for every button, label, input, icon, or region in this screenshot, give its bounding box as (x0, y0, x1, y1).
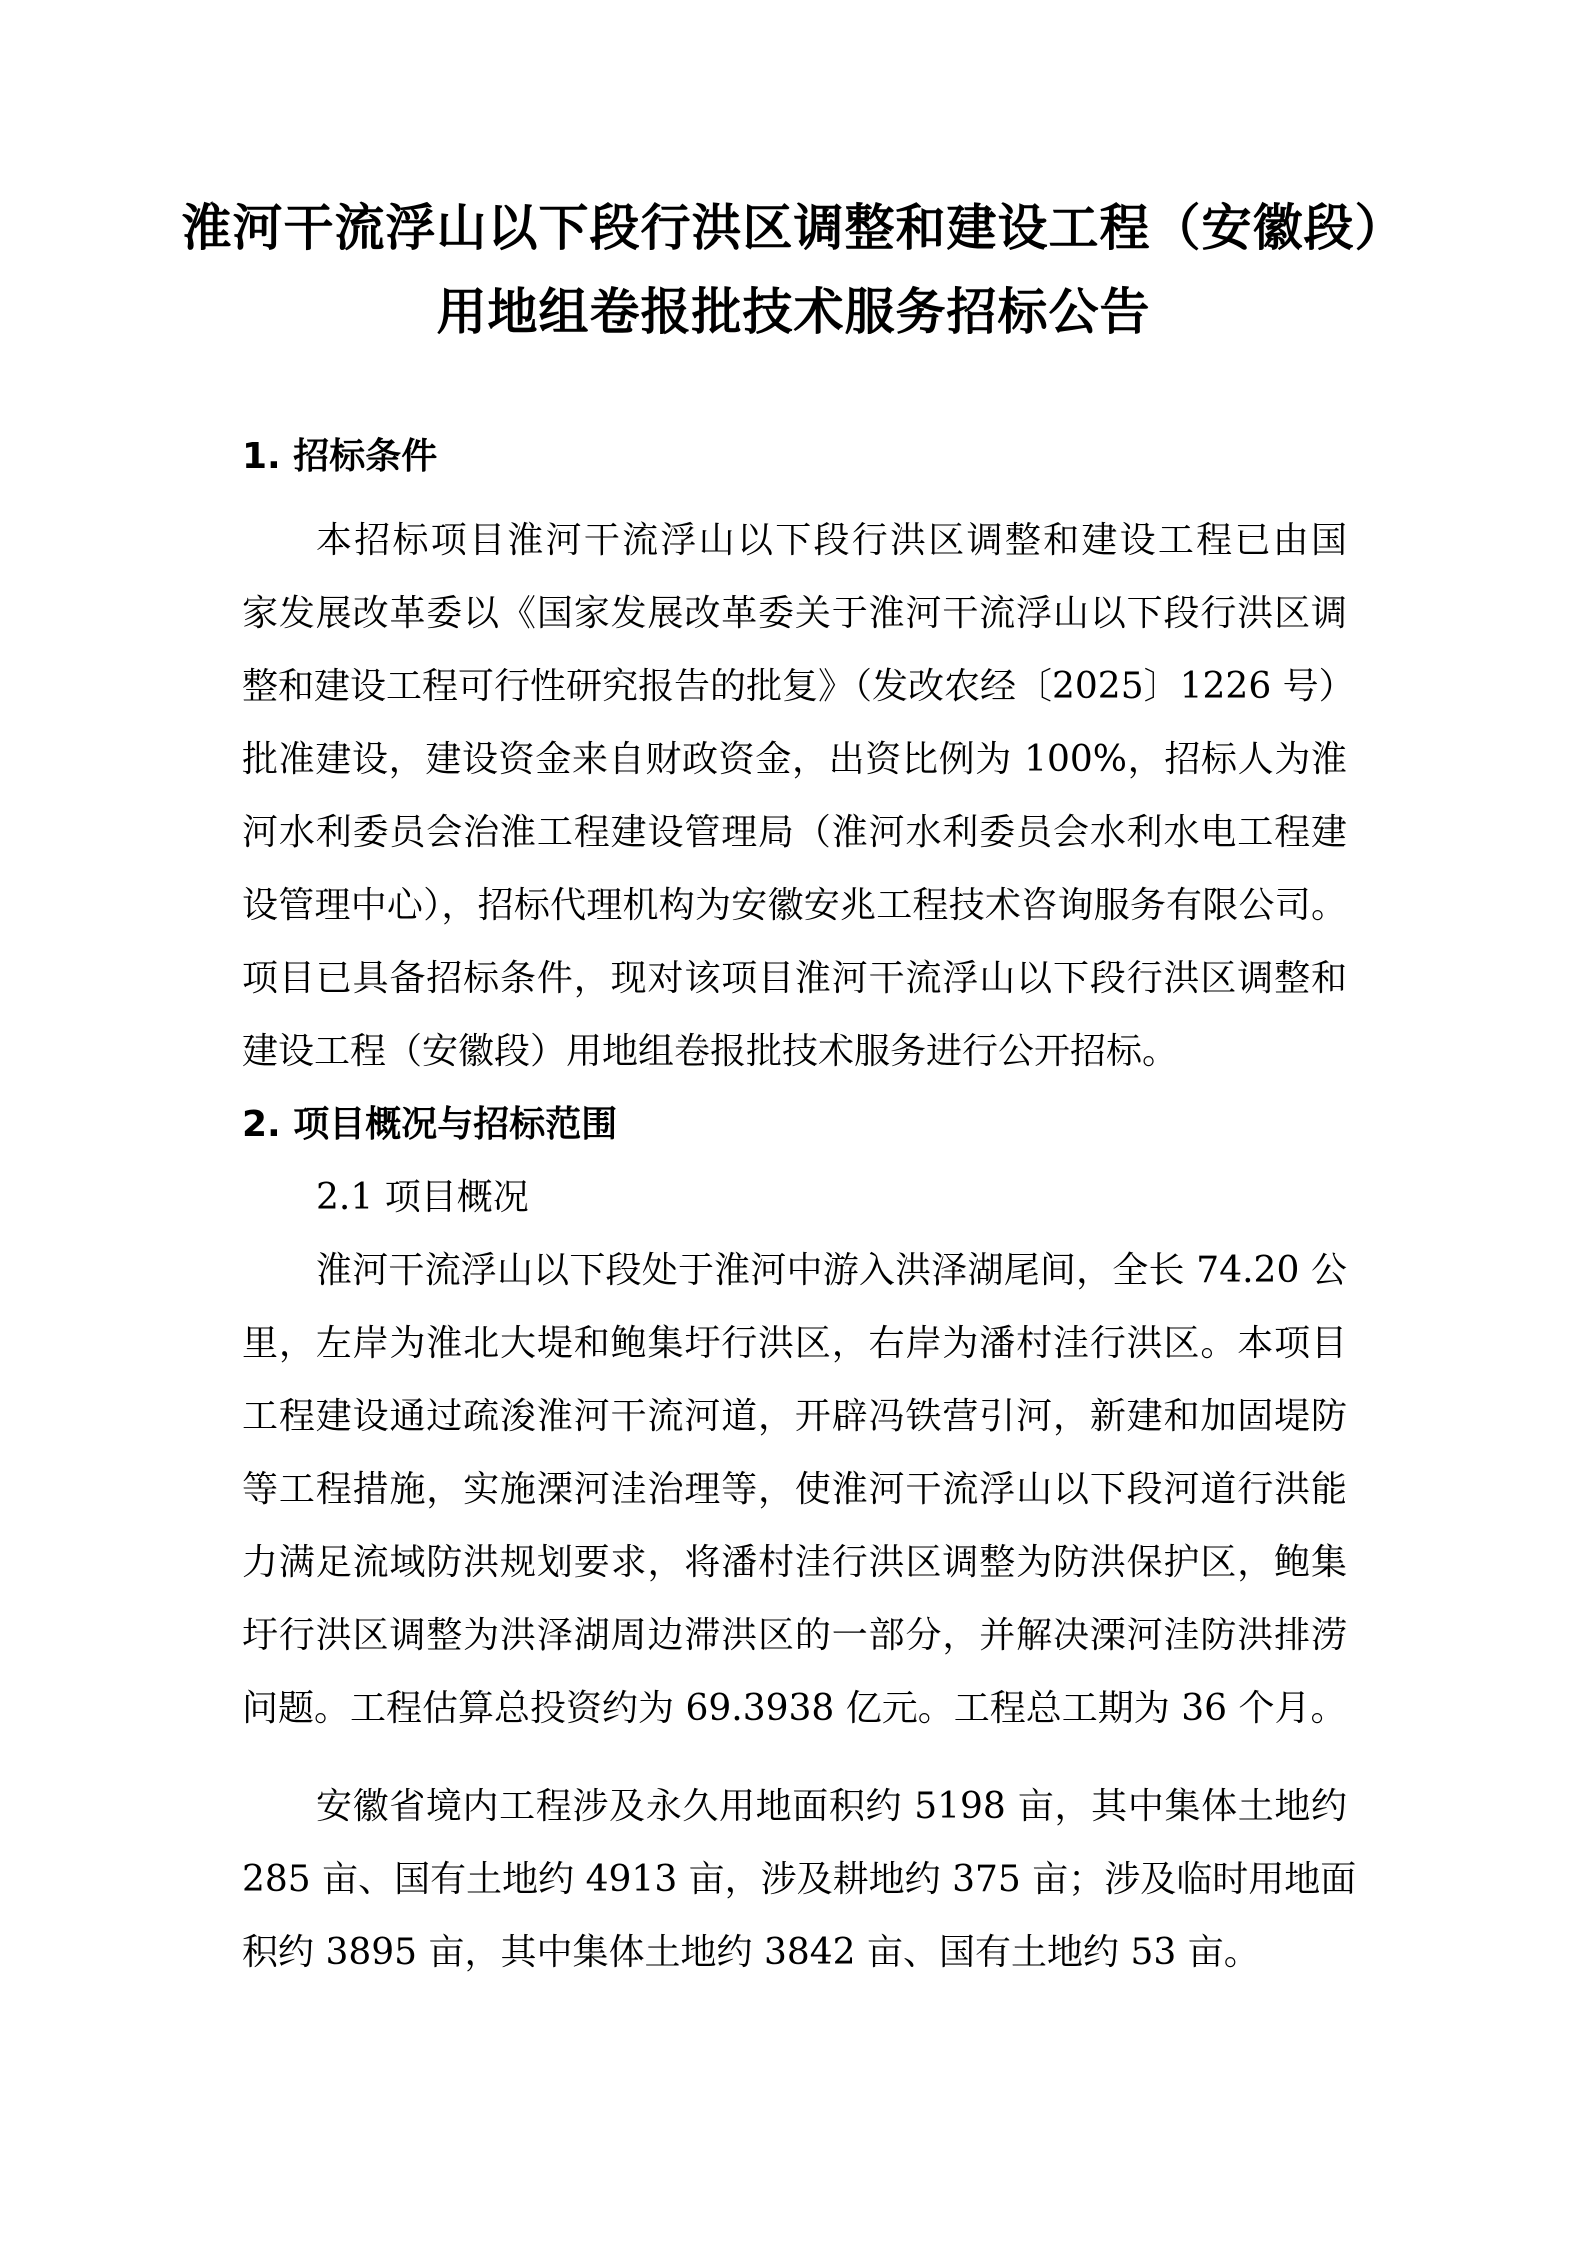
paragraph-line: 河水利委员会治淮工程建设管理局（淮河水利委员会水利水电工程建 (242, 812, 1347, 853)
paragraph-line: 家发展改革委以《国家发展改革委关于淮河干流浮山以下段行洪区调 (242, 593, 1347, 634)
paragraph-line: 285 亩、国有土地约 4913 亩，涉及耕地约 375 亩；涉及临时用地面 (242, 1859, 1357, 1900)
paragraph-line: 里，左岸为淮北大堤和鲍集圩行洪区，右岸为潘村洼行洪区。本项目 (242, 1323, 1347, 1364)
paragraph-line: 批准建设，建设资金来自财政资金，出资比例为 100%，招标人为淮 (242, 739, 1347, 780)
paragraph-line: 建设工程（安徽段）用地组卷报批技术服务进行公开招标。 (242, 1031, 1179, 1072)
section-heading-1: 1. 招标条件 (242, 436, 438, 477)
paragraph-line: 设管理中心），招标代理机构为安徽安兆工程技术咨询服务有限公司。 (242, 885, 1347, 926)
subsection-heading-2-1: 2.1 项目概况 (316, 1177, 529, 1218)
section-heading-2: 2. 项目概况与招标范围 (242, 1104, 618, 1145)
document-title-line-1: 淮河干流浮山以下段行洪区调整和建设工程（安徽段） (181, 199, 1406, 257)
paragraph-line: 淮河干流浮山以下段处于淮河中游入洪泽湖尾间，全长 74.20 公 (316, 1250, 1347, 1291)
paragraph-line: 安徽省境内工程涉及永久用地面积约 5198 亩，其中集体土地约 (316, 1786, 1347, 1827)
document-title-line-2: 用地组卷报批技术服务招标公告 (436, 283, 1151, 341)
paragraph-line: 圩行洪区调整为洪泽湖周边滞洪区的一部分，并解决溧河洼防洪排涝 (242, 1615, 1347, 1656)
paragraph-line: 项目已具备招标条件，现对该项目淮河干流浮山以下段行洪区调整和 (242, 958, 1347, 999)
paragraph-line: 等工程措施，实施溧河洼治理等，使淮河干流浮山以下段河道行洪能 (242, 1469, 1347, 1510)
paragraph-line: 力满足流域防洪规划要求，将潘村洼行洪区调整为防洪保护区，鲍集 (242, 1542, 1347, 1583)
paragraph-line: 整和建设工程可行性研究报告的批复》（发改农经〔2025〕1226 号） (242, 666, 1355, 707)
paragraph-line: 问题。工程估算总投资约为 69.3938 亿元。工程总工期为 36 个月。 (242, 1688, 1347, 1729)
paragraph-line: 工程建设通过疏浚淮河干流河道，开辟冯铁营引河，新建和加固堤防 (242, 1396, 1347, 1437)
paragraph-line: 积约 3895 亩，其中集体土地约 3842 亩、国有土地约 53 亩。 (242, 1932, 1260, 1973)
paragraph-line: 本招标项目淮河干流浮山以下段行洪区调整和建设工程已由国 (316, 520, 1347, 561)
